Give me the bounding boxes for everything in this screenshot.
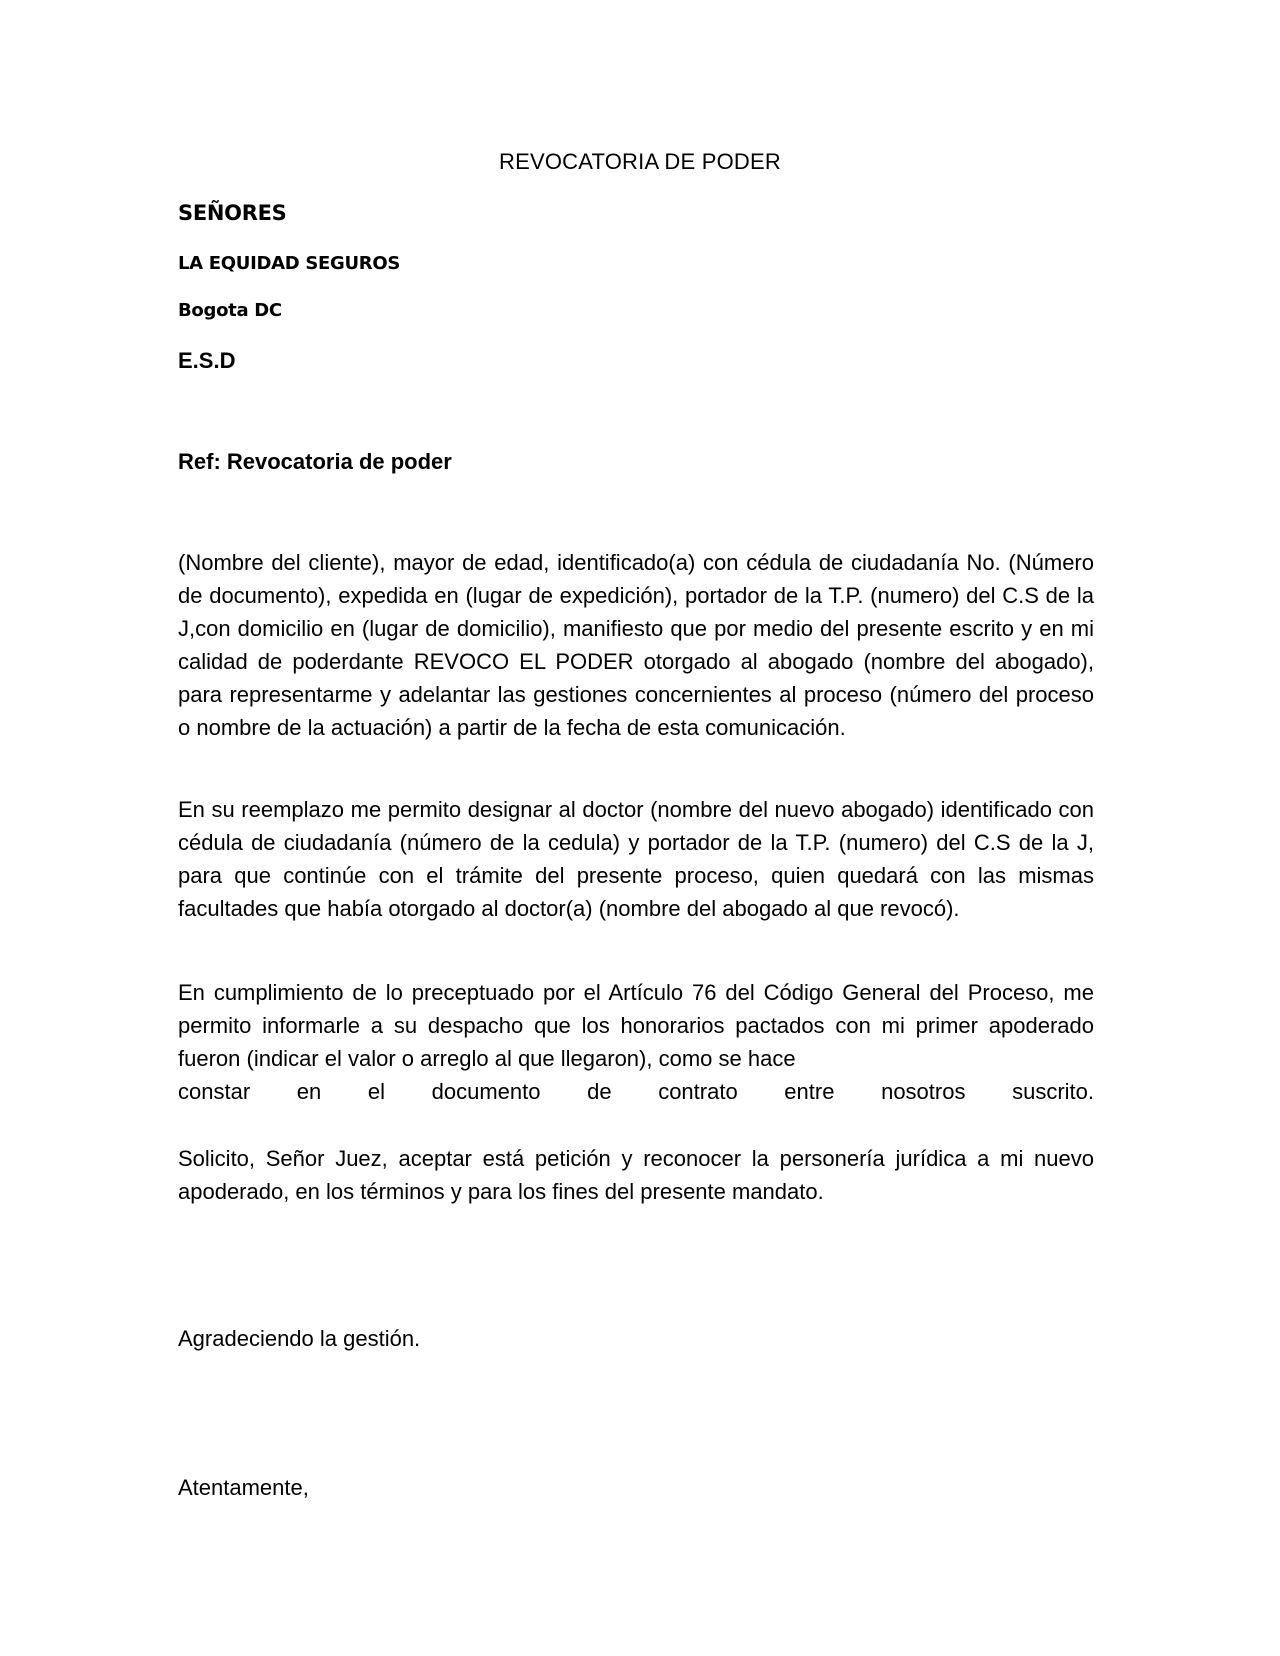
closing-thanks: Agradeciendo la gestión. bbox=[178, 1326, 421, 1351]
document-title: REVOCATORIA DE PODER bbox=[499, 149, 781, 174]
paragraph-fees-last-line: constar en el documento de contrato entre nosotros suscrito. bbox=[178, 1079, 1094, 1104]
reference-line: Ref: Revocatoria de poder bbox=[178, 449, 452, 474]
recipient-city: Bogota DC bbox=[178, 300, 282, 321]
recipient-salutation: SEÑORES bbox=[178, 201, 287, 225]
paragraph-revocation: (Nombre del cliente), mayor de edad, identificado(a) con cédula de ciudadanía No. (Número de documento), expedida en (lugar de expedición), portador de la T.P. (numero) del C.S de la J,con domicilio en (lugar de domicilio), manifiesto que por medio del presente escrito y en mi calidad de poderdante REVOCO EL PODER otorgado al abogado (nombre del abogado), para representarme y adelantar las gestiones concernientes al proceso (número del proceso o nombre de la actuación) a partir de la fecha de esta comunicación. bbox=[178, 550, 1094, 740]
paragraph-request: Solicito, Señor Juez, aceptar está petición y reconocer la personería jurídica a mi nuevo apoderado, en los términos y para los fines del presente mandato. bbox=[178, 1146, 1094, 1204]
paragraph-fees-main: En cumplimiento de lo preceptuado por el Artículo 76 del Código General del Proceso, me permito informarle a su despacho que los honorarios pactados con mi primer apoderado fueron (indicar el valor o arreglo al que llegaron), como se hace bbox=[178, 980, 1094, 1071]
paragraph-replacement: En su reemplazo me permito designar al doctor (nombre del nuevo abogado) identificado con cédula de ciudadanía (número de la cedula) y portador de la T.P. (numero) del C.S de la J, para que continúe con el trámite del presente proceso, quien quedará con las mismas facultades que había otorgado al doctor(a) (nombre del abogado al que revocó). bbox=[178, 797, 1094, 921]
recipient-company: LA EQUIDAD SEGUROS bbox=[178, 253, 401, 274]
recipient-esd: E.S.D bbox=[178, 348, 236, 373]
closing-regards: Atentamente, bbox=[178, 1475, 309, 1500]
paragraph-fees bbox=[178, 976, 1094, 1108]
